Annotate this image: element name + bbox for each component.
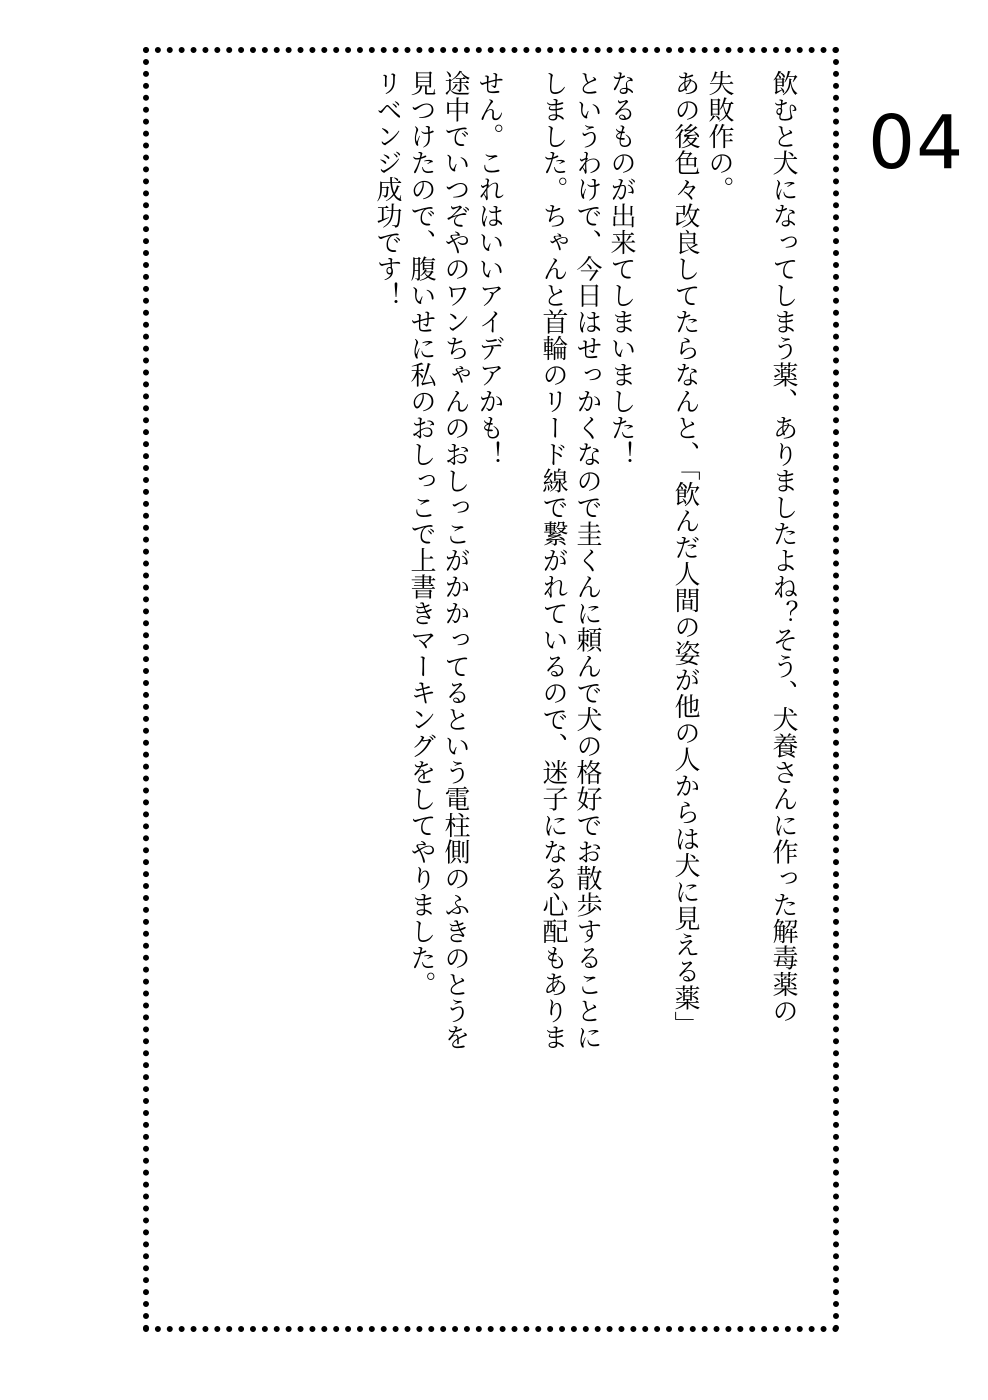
text-line: というわけで、今日はせっかくなので圭くんに頼んで犬の格好でお散歩することに [572,70,602,1051]
text-line: あの後色々改良してたらなんと、「飲んだ人間の姿が他の人からは犬に見える薬」 [670,70,700,1038]
page-number: 04 [868,100,965,186]
text-line: リベンジ成功です！ [372,70,402,309]
text-line: しました。ちゃんと首輪のリード線で繋がれているので、迷子になる心配もありま [538,70,568,1051]
text-line: せん。これはいいアイデアかも！ [474,70,504,468]
text-line: 飲むと犬になってしまう薬、ありましたよね？そう、犬養さんに作った解毒薬の [768,70,798,1024]
text-line: なるものが出来てしまいました！ [606,70,636,468]
text-line: 見つけたので、腹いせに私のおしっこで上書きマーキングをしてやりました。 [406,70,436,998]
text-line: 失敗作の。 [704,70,734,203]
text-line: 途中でいつぞやのワンちゃんのおしっこがかかってるという電柱側のふきのとうを [440,70,470,1051]
body-text [180,70,800,1310]
